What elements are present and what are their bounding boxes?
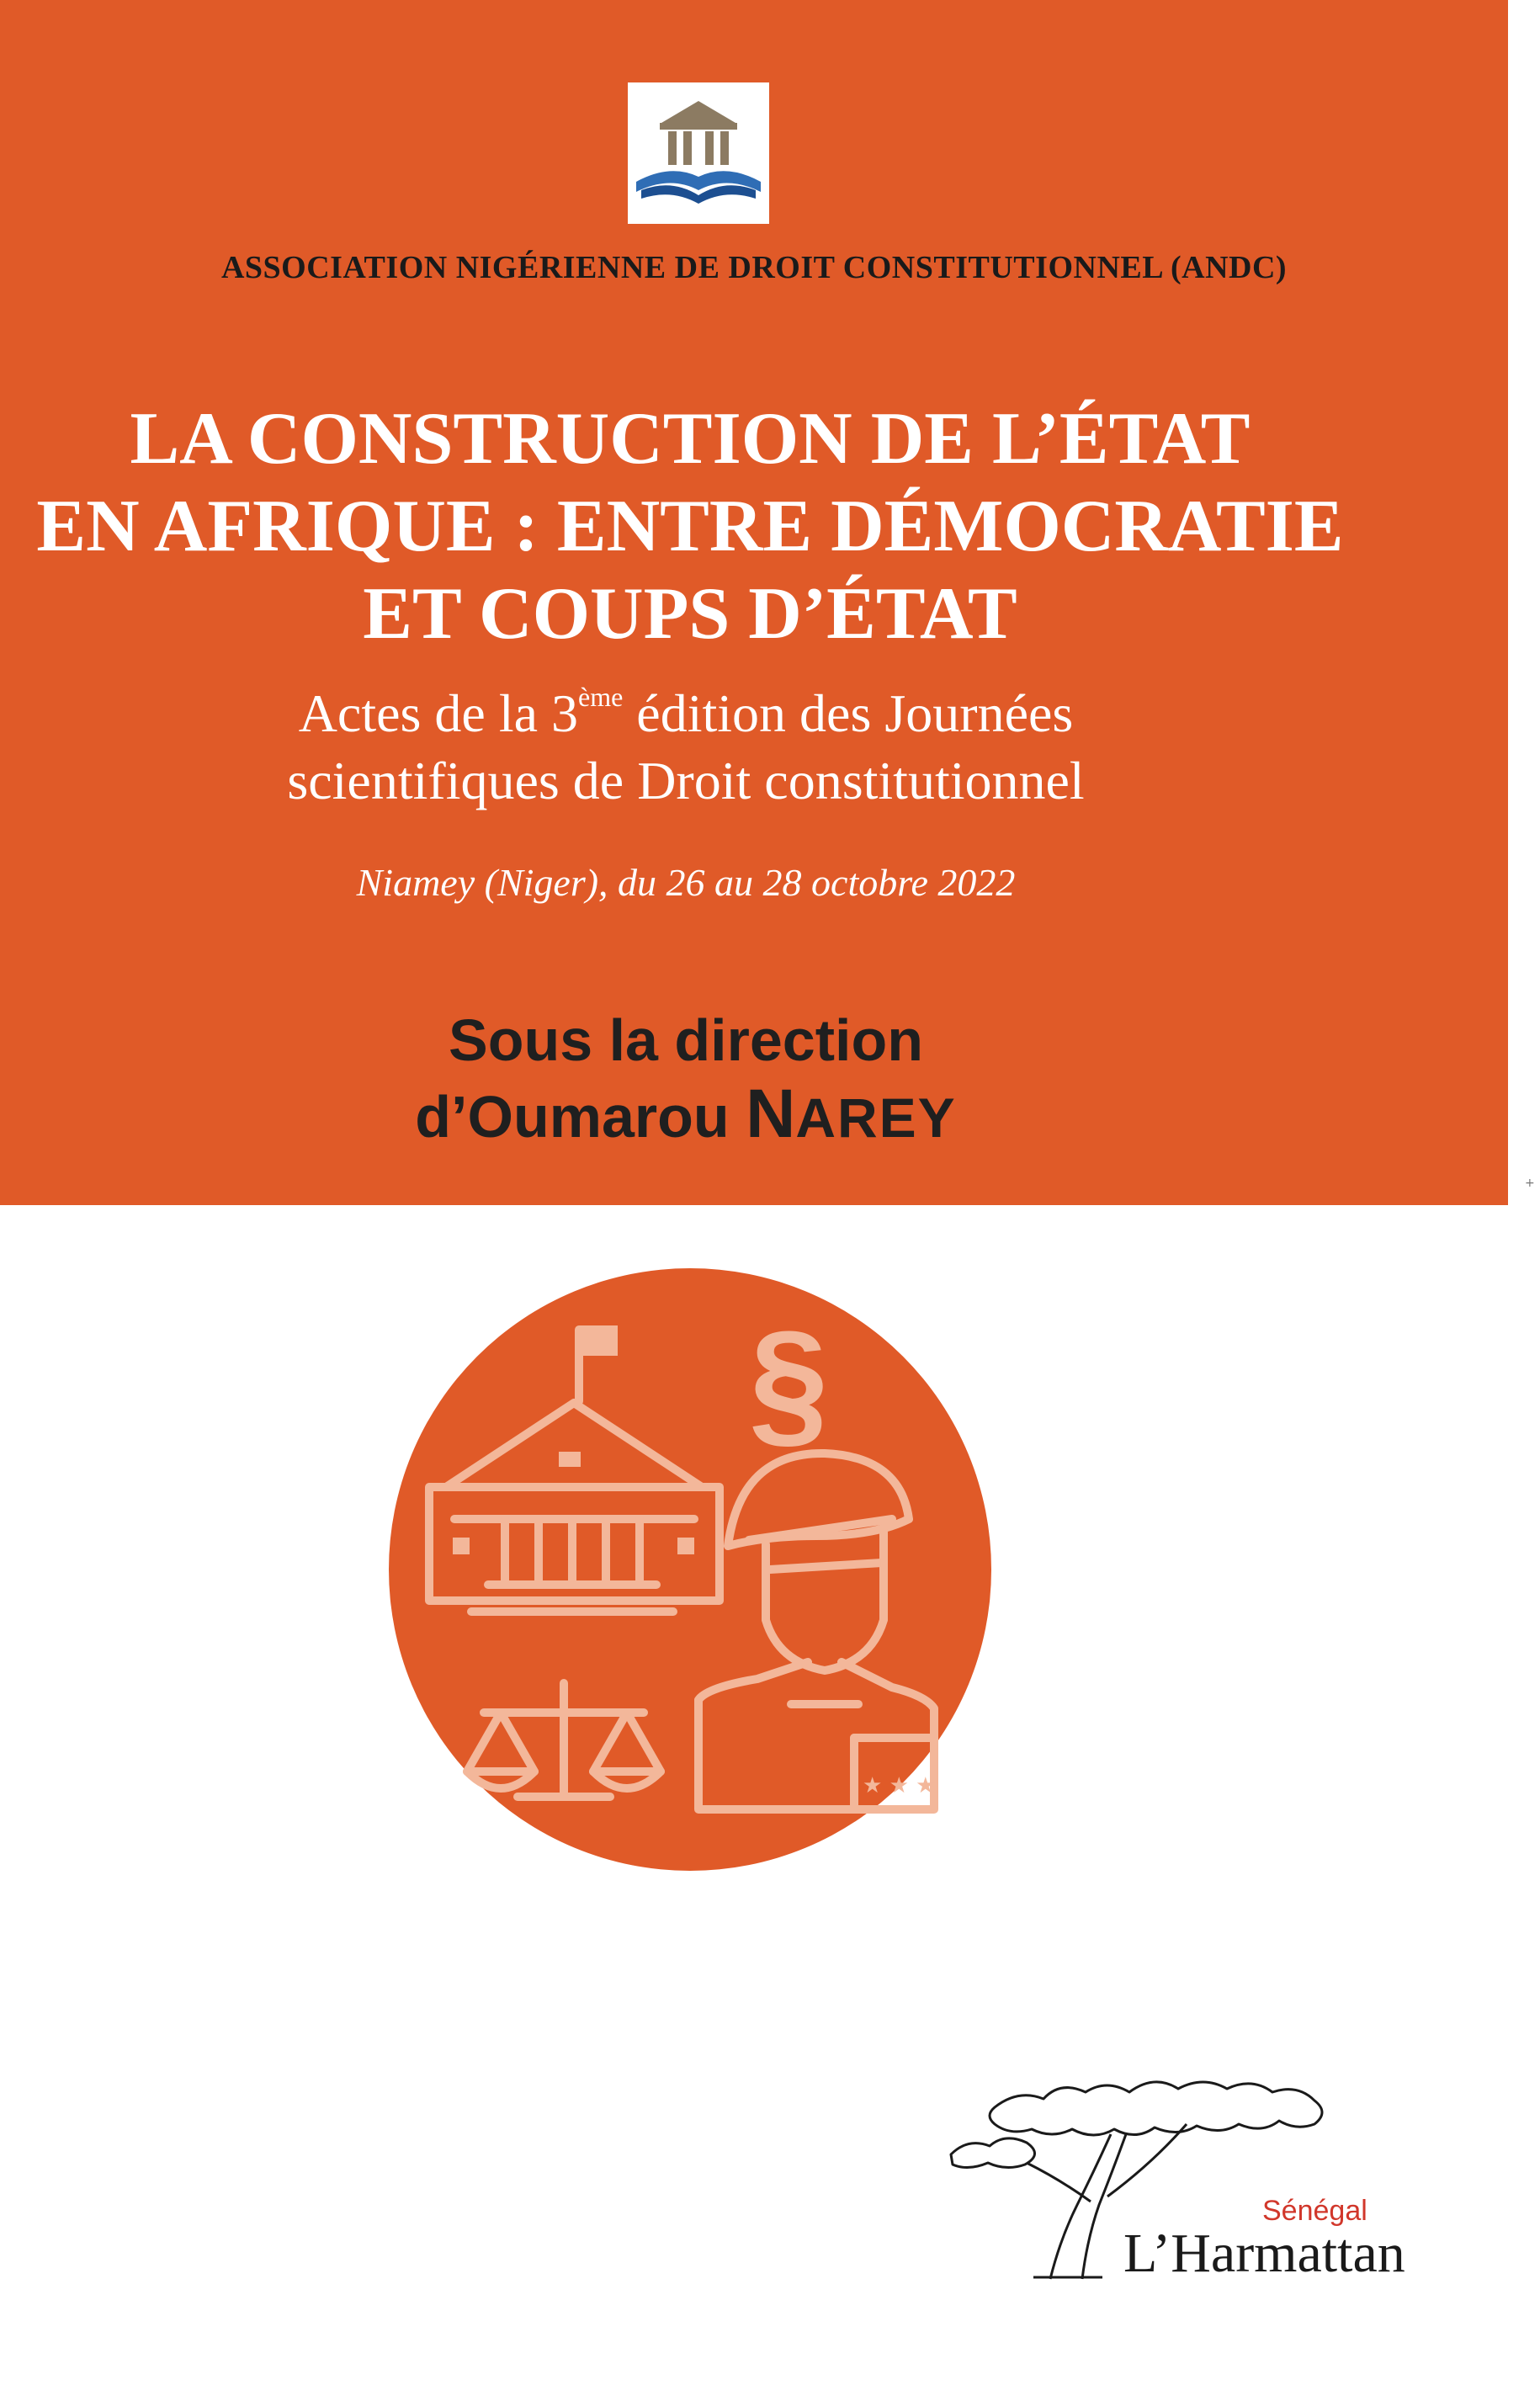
svg-text:★ ★ ★: ★ ★ ★ bbox=[863, 1773, 936, 1798]
subtitle-superscript: ème bbox=[578, 682, 624, 712]
subtitle-line-1-prefix: Actes de la 3 bbox=[298, 683, 578, 743]
venue-and-dates: Niamey (Niger), du 26 au 28 octobre 2022 bbox=[356, 861, 1016, 904]
title-line-2: EN AFRIQUE : ENTRE DÉMOCRATIE bbox=[36, 486, 1344, 567]
subtitle-line-2: scientifiques de Droit constitutionnel bbox=[287, 751, 1085, 810]
section-sign-icon: § bbox=[749, 1302, 829, 1462]
association-name: ASSOCIATION NIGÉRIENNE DE DROIT CONSTITUTIONNEL (ANDC) bbox=[220, 250, 1288, 285]
editor-prefix: d’Oumarou bbox=[415, 1084, 746, 1150]
subtitle-line-1 bbox=[0, 680, 1372, 747]
editor-credit bbox=[0, 1003, 1372, 1155]
direction-line-2 bbox=[0, 1077, 1372, 1155]
cover-illustration bbox=[387, 1267, 993, 1872]
title-line-1: LA CONSTRUCTION DE L’ÉTAT bbox=[130, 398, 1251, 480]
direction-line-1: Sous la direction bbox=[449, 1007, 923, 1073]
institution-logo bbox=[628, 82, 769, 224]
editor-surname-rest: AREY bbox=[795, 1086, 957, 1149]
institution-logo-icon bbox=[628, 82, 769, 224]
print-mark: + bbox=[1525, 1177, 1535, 1190]
publisher-logo bbox=[934, 2037, 1405, 2289]
publisher-country: Sénégal bbox=[1262, 2195, 1367, 2227]
book-title bbox=[0, 396, 1380, 658]
subtitle-line-1-suffix: édition des Journées bbox=[623, 683, 1074, 743]
publisher-name: L’Harmattan bbox=[1123, 2223, 1405, 2284]
book-subtitle bbox=[0, 680, 1372, 815]
title-line-3: ET COUPS D’ÉTAT bbox=[363, 573, 1017, 655]
editor-surname-initial: N bbox=[746, 1076, 796, 1152]
